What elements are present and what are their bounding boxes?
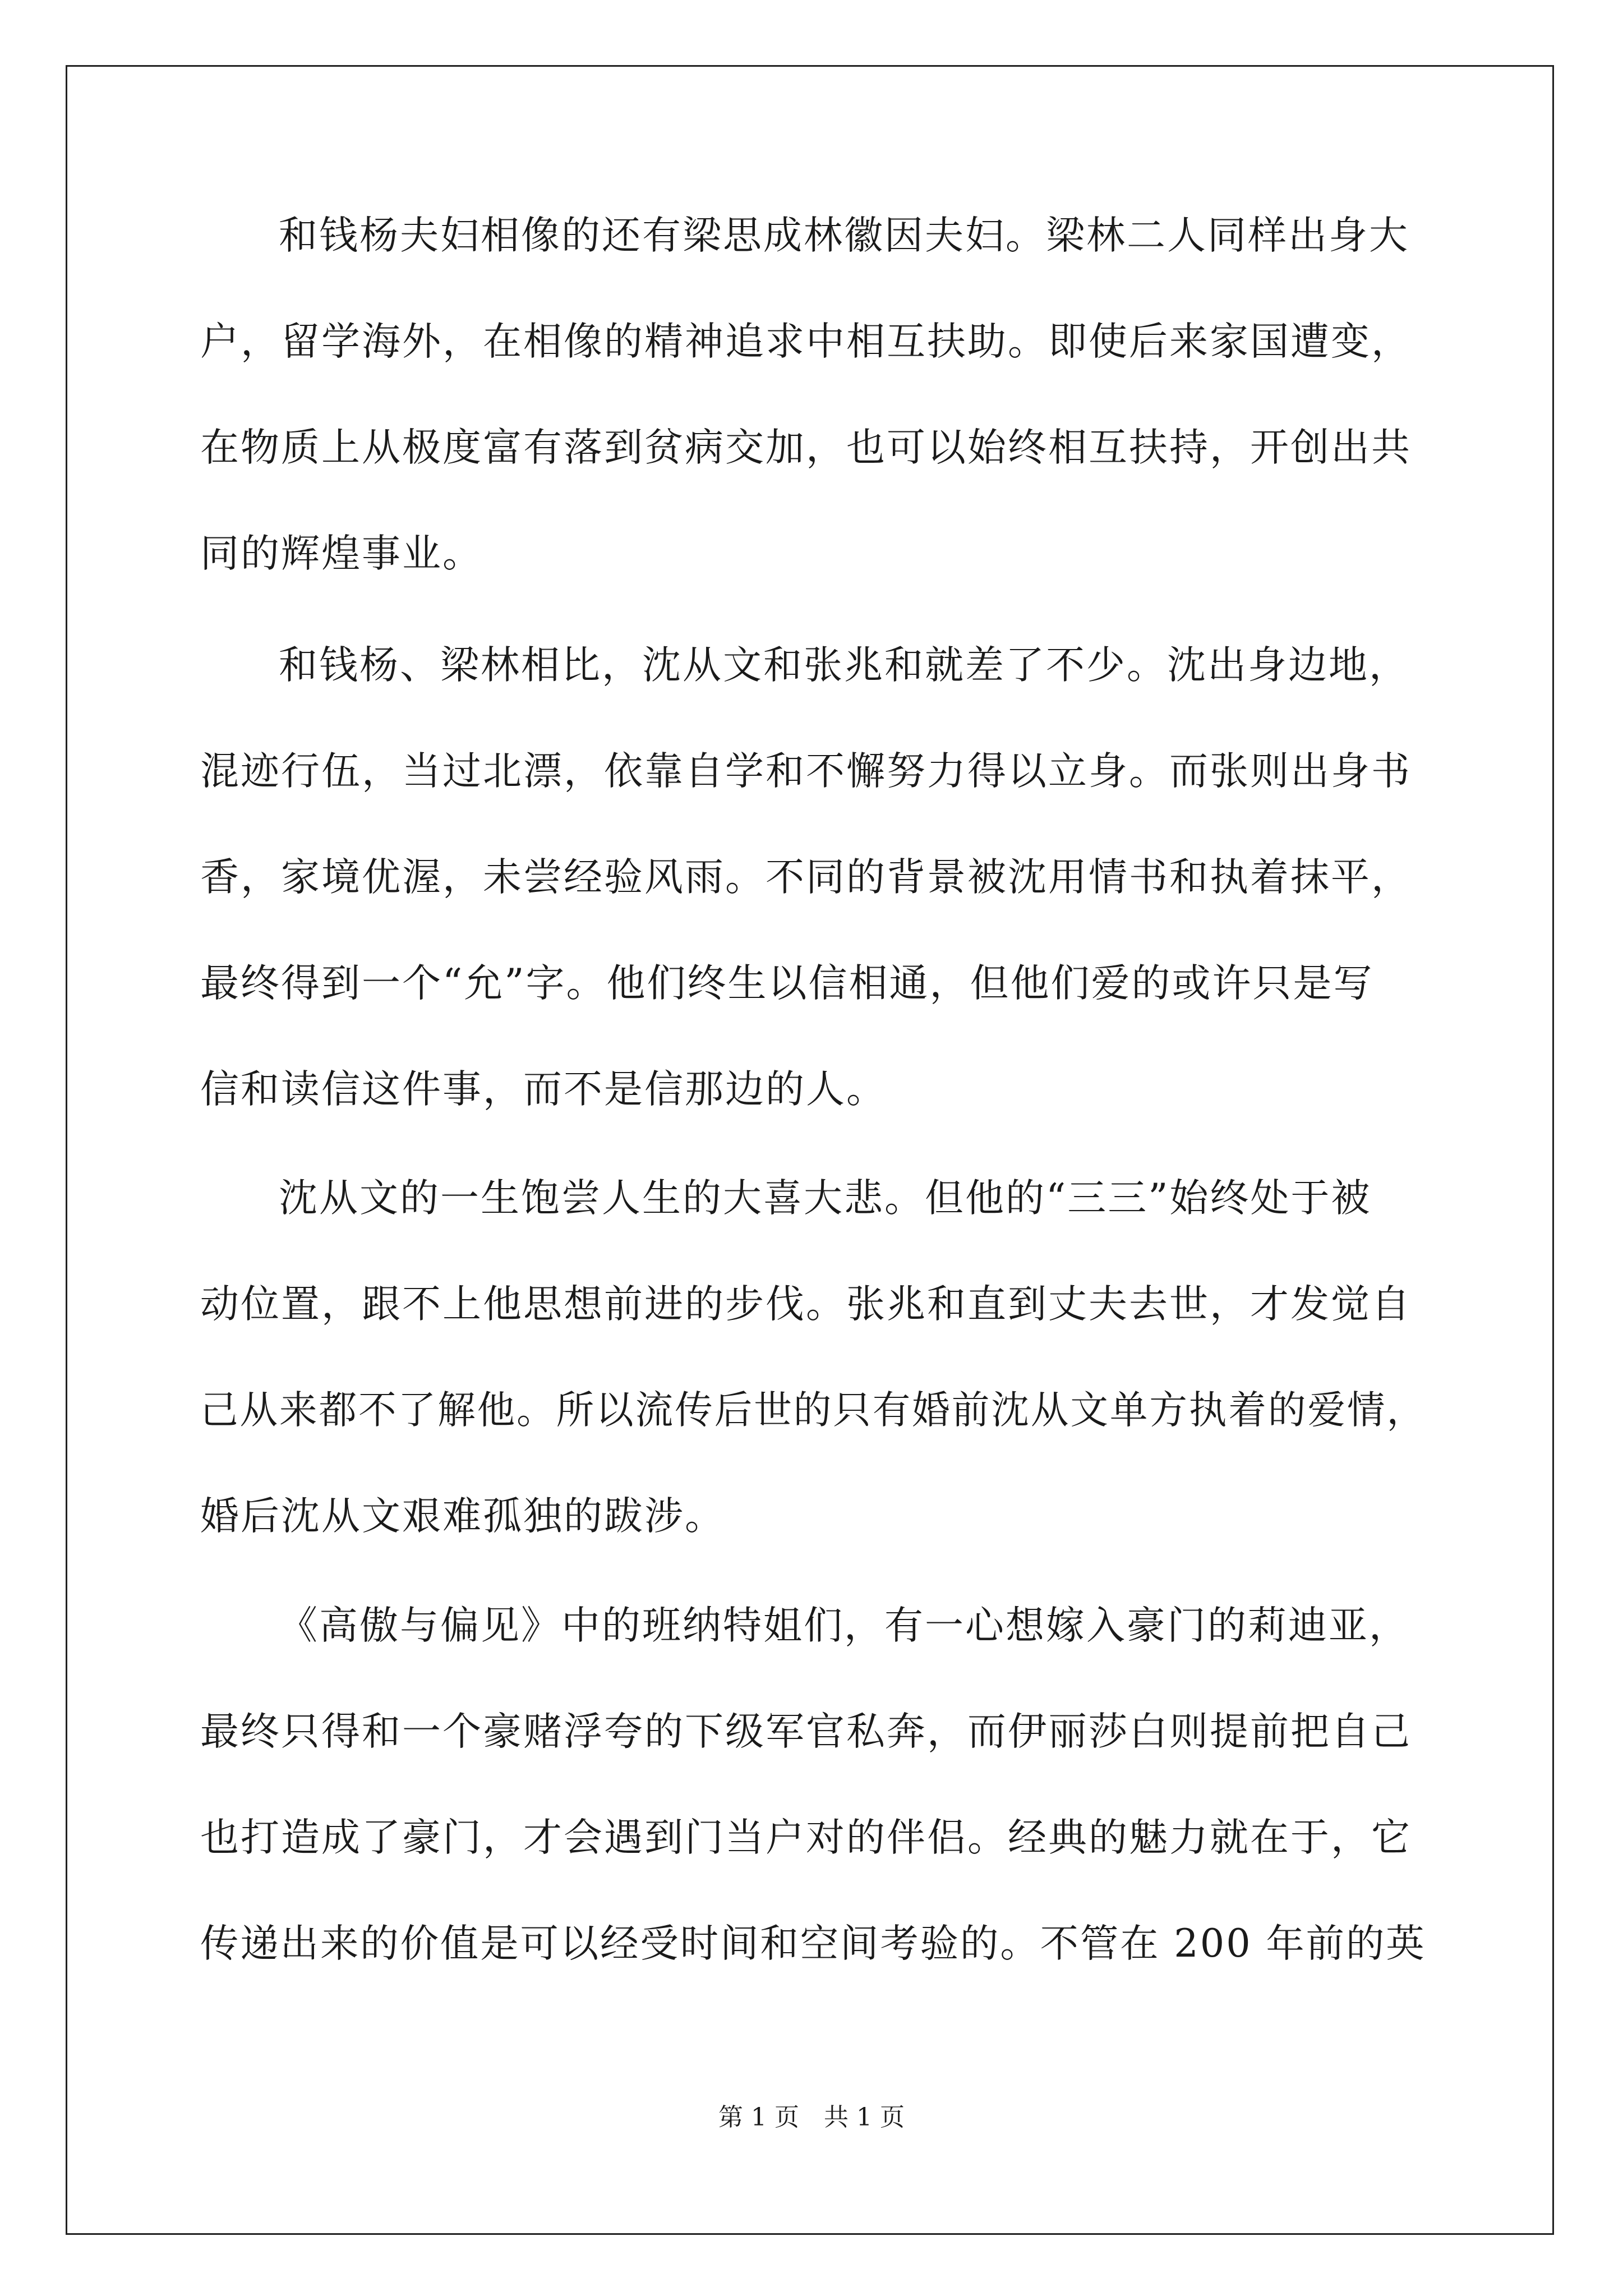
text-line: 同的辉煌事业。 (200, 531, 483, 576)
text-line: 信和读信这件事，而不是信那边的人。 (200, 1067, 887, 1112)
text-line: 最终只得和一个豪赌浮夸的下级军官私奔，而伊丽莎白则提前把自己 (200, 1709, 1412, 1754)
text-line: 和钱杨夫妇相像的还有梁思成林徽因夫妇。梁林二人同样出身大 (279, 213, 1409, 258)
text-line: 和钱杨、梁林相比，沈从文和张兆和就差了不少。沈出身边地， (279, 643, 1409, 688)
text-line: 婚后沈从文艰难孤独的跋涉。 (200, 1494, 725, 1539)
text-line: 最终得到一个“允”字。他们终生以信相通，但他们爱的或许只是写 (200, 961, 1374, 1006)
text-line: 混迹行伍，当过北漂，依靠自学和不懈努力得以立身。而张则出身书 (200, 749, 1412, 794)
text-line: 传递出来的价值是可以经受时间和空间考验的。不管在 200 年前的英 (200, 1921, 1426, 1966)
text-line: 己从来都不了解他。所以流传后世的只有婚前沈从文单方执着的爱情， (200, 1388, 1427, 1433)
text-line: 《高傲与偏见》中的班纳特姐们，有一心想嫁入豪门的莉迪亚， (279, 1603, 1409, 1648)
text-line: 沈从文的一生饱尝人生的大喜大悲。但他的“三三”始终处于被 (279, 1176, 1372, 1221)
text-line: 在物质上从极度富有落到贫病交加，也可以始终相互扶持，开创出共 (200, 425, 1412, 470)
page-border (66, 65, 1554, 2235)
text-line: 动位置，跟不上他思想前进的步伐。张兆和直到丈夫去世，才发觉自 (200, 1282, 1412, 1327)
page-number-footer: 第 1 页 共 1 页 (718, 2103, 905, 2132)
text-line: 香，家境优渥，未尝经验风雨。不同的背景被沈用情书和执着抹平， (200, 855, 1412, 900)
text-line: 也打造成了豪门，才会遇到门当户对的伴侣。经典的魅力就在于，它 (200, 1815, 1412, 1860)
text-line: 户，留学海外，在相像的精神追求中相互扶助。即使后来家国遭变， (200, 319, 1412, 364)
